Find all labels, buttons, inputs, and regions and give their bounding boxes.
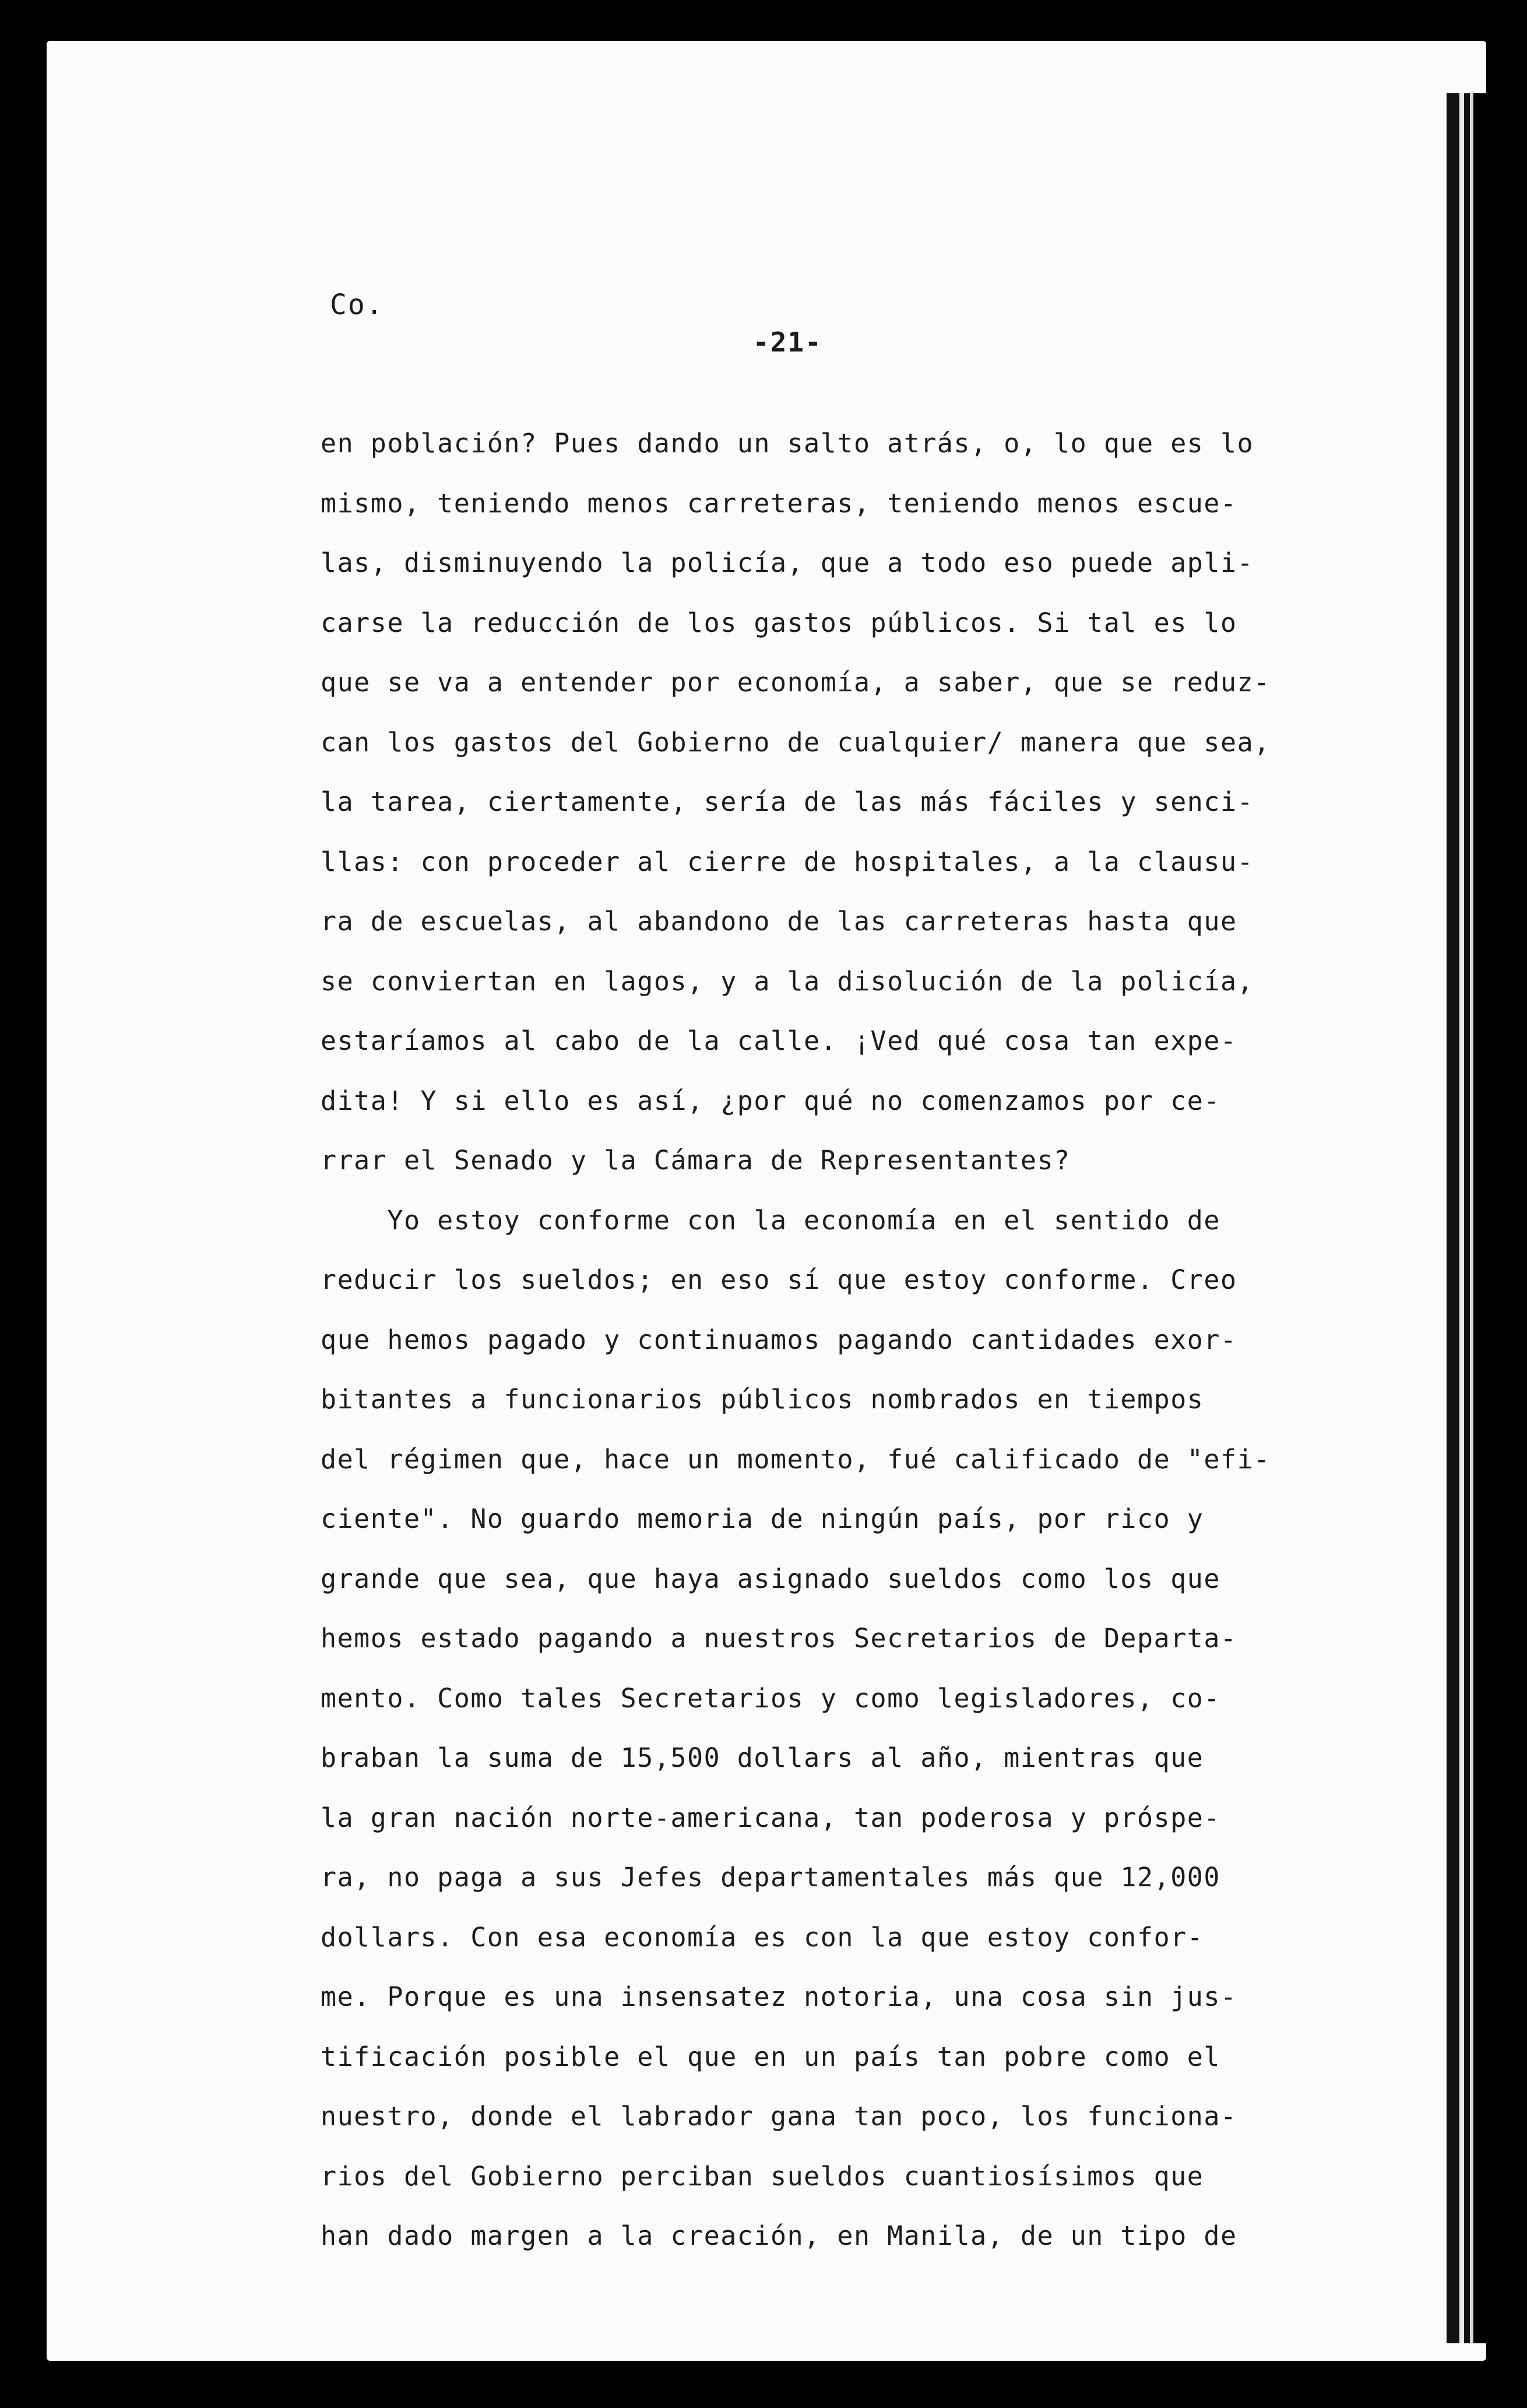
- text-line: la gran nación norte-americana, tan poderosa y próspe-: [321, 1802, 1220, 1833]
- text-line: braban la suma de 15,500 dollars al año, mientras que: [321, 1742, 1204, 1773]
- page-number: -21-: [753, 326, 822, 358]
- text-line: han dado margen a la creación, en Manila, de un tipo de: [321, 2220, 1237, 2251]
- text-line: tificación posible el que en un país tan pobre como el: [321, 2041, 1220, 2072]
- text-line: grande que sea, que haya asignado sueldos como los que: [321, 1563, 1220, 1594]
- text-line: ra de escuelas, al abandono de las carreteras hasta que: [321, 906, 1237, 937]
- text-line: que hemos pagado y continuamos pagando cantidades exor-: [321, 1324, 1237, 1355]
- document-page: [47, 41, 1486, 2361]
- text-line: rios del Gobierno perciban sueldos cuantiosísimos que: [321, 2160, 1204, 2192]
- text-line: del régimen que, hace un momento, fué calificado de "efi-: [321, 1443, 1271, 1475]
- body-text: [321, 414, 1346, 2266]
- text-line: can los gastos del Gobierno de cualquier/ manera que sea,: [321, 726, 1271, 758]
- text-line: rrar el Senado y la Cámara de Representantes?: [321, 1145, 1071, 1176]
- text-line: la tarea, ciertamente, sería de las más fáciles y senci-: [321, 786, 1254, 817]
- text-line: mento. Como tales Secretarios y como legisladores, co-: [321, 1682, 1220, 1714]
- text-line: en población? Pues dando un salto atrás, o, lo que es lo: [321, 428, 1254, 459]
- text-line: dita! Y si ello es así, ¿por qué no comenzamos por ce-: [321, 1085, 1220, 1116]
- text-line: nuestro, donde el labrador gana tan poco, los funciona-: [321, 2101, 1237, 2132]
- text-line: ra, no paga a sus Jefes departamentales más que 12,000: [321, 1862, 1220, 1893]
- text-line: dollars. Con esa economía es con la que estoy confor-: [321, 1921, 1204, 1953]
- text-line: bitantes a funcionarios públicos nombrados en tiempos: [321, 1384, 1204, 1415]
- text-line: Yo estoy conforme con la economía en el sentido de: [321, 1204, 1220, 1236]
- text-line: carse la reducción de los gastos públicos. Si tal es lo: [321, 607, 1237, 638]
- text-line: mismo, teniendo menos carreteras, teniendo menos escue-: [321, 487, 1237, 519]
- text-line: las, disminuyendo la policía, que a todo eso puede apli-: [321, 547, 1254, 578]
- text-line: ciente". No guardo memoria de ningún país, por rico y: [321, 1503, 1204, 1534]
- text-line: llas: con proceder al cierre de hospitales, a la clausu-: [321, 846, 1254, 877]
- text-line: me. Porque es una insensatez notoria, una cosa sin jus-: [321, 1981, 1237, 2012]
- text-line: reducir los sueldos; en eso sí que estoy conforme. Creo: [321, 1264, 1237, 1295]
- page-marker: Co.: [330, 289, 384, 321]
- text-line: hemos estado pagando a nuestros Secretarios de Departa-: [321, 1623, 1237, 1654]
- text-line: se conviertan en lagos, y a la disolución de la policía,: [321, 965, 1254, 997]
- text-line: estaríamos al cabo de la calle. ¡Ved qué cosa tan expe-: [321, 1025, 1237, 1056]
- page-edge: [1447, 93, 1486, 2343]
- text-line: que se va a entender por economía, a saber, que se reduz-: [321, 667, 1271, 698]
